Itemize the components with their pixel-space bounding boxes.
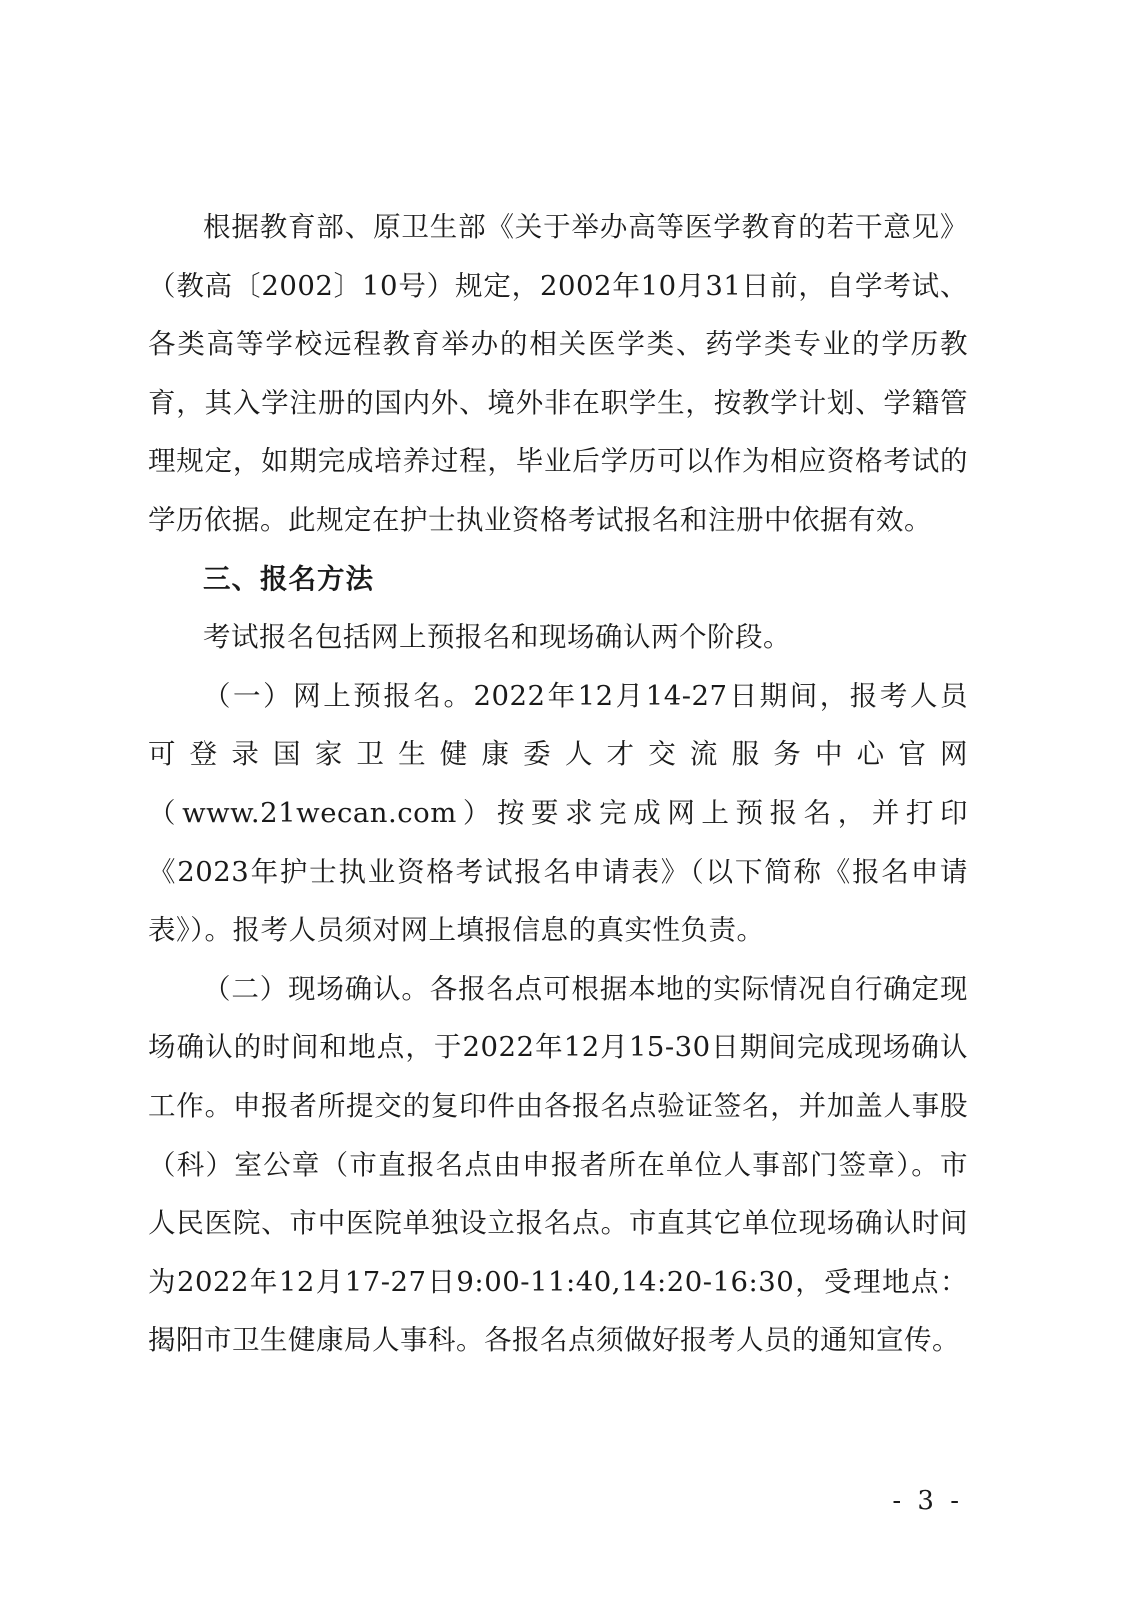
document-body <box>148 198 968 1370</box>
paragraph-online-line-1: （一）网上预报名。2022年12月14-27日期间，报考人员 <box>203 679 968 712</box>
paragraph-onsite-confirmation: （二）现场确认。各报名点可根据本地的实际情况自行确定现场确认的时间和地点，于2022年12月15-30日期间完成现场确认工作。申报者所提交的复印件由各报名点验证签名，并加盖人事股（科）室公章（市直报名点由申报者所在单位人事部门签章）。市人民医院、市中医院单独设立报名点。市直其它单位现场确认时间为2022年12月17-27日9:00-11:40,14:20-16:30，受理地点：揭阳市卫生健康局人事科。各报名点须做好报考人员的通知宣传。 <box>148 972 968 1357</box>
paragraph-education-basis: 根据教育部、原卫生部《关于举办高等医学教育的若干意见》（教高〔2002〕10号）规定，2002年10月31日前，自学考试、各类高等学校远程教育举办的相关医学类、药学类专业的学历教育，其入学注册的国内外、境外非在职学生，按教学计划、学籍管理规定，如期完成培养过程，毕业后学历可以作为相应资格考试的学历依据。此规定在护士执业资格考试报名和注册中依据有效。 <box>148 211 968 536</box>
paragraph-online-line-2: 可登录国家卫生健康委人才交流服务中心官网 <box>148 738 968 771</box>
paragraph-registration-intro: 考试报名包括网上预报名和现场确认两个阶段。 <box>203 621 791 654</box>
page-number: - 3 - <box>892 1486 963 1516</box>
paragraph-online-rest: （www.21wecan.com）按要求完成网上预报名，并打印《2023年护士执业资格考试报名申请表》（以下简称《报名申请表》）。报考人员须对网上填报信息的真实性负责。 <box>148 796 968 947</box>
section-heading-registration-method: 三、报名方法 <box>203 562 374 595</box>
